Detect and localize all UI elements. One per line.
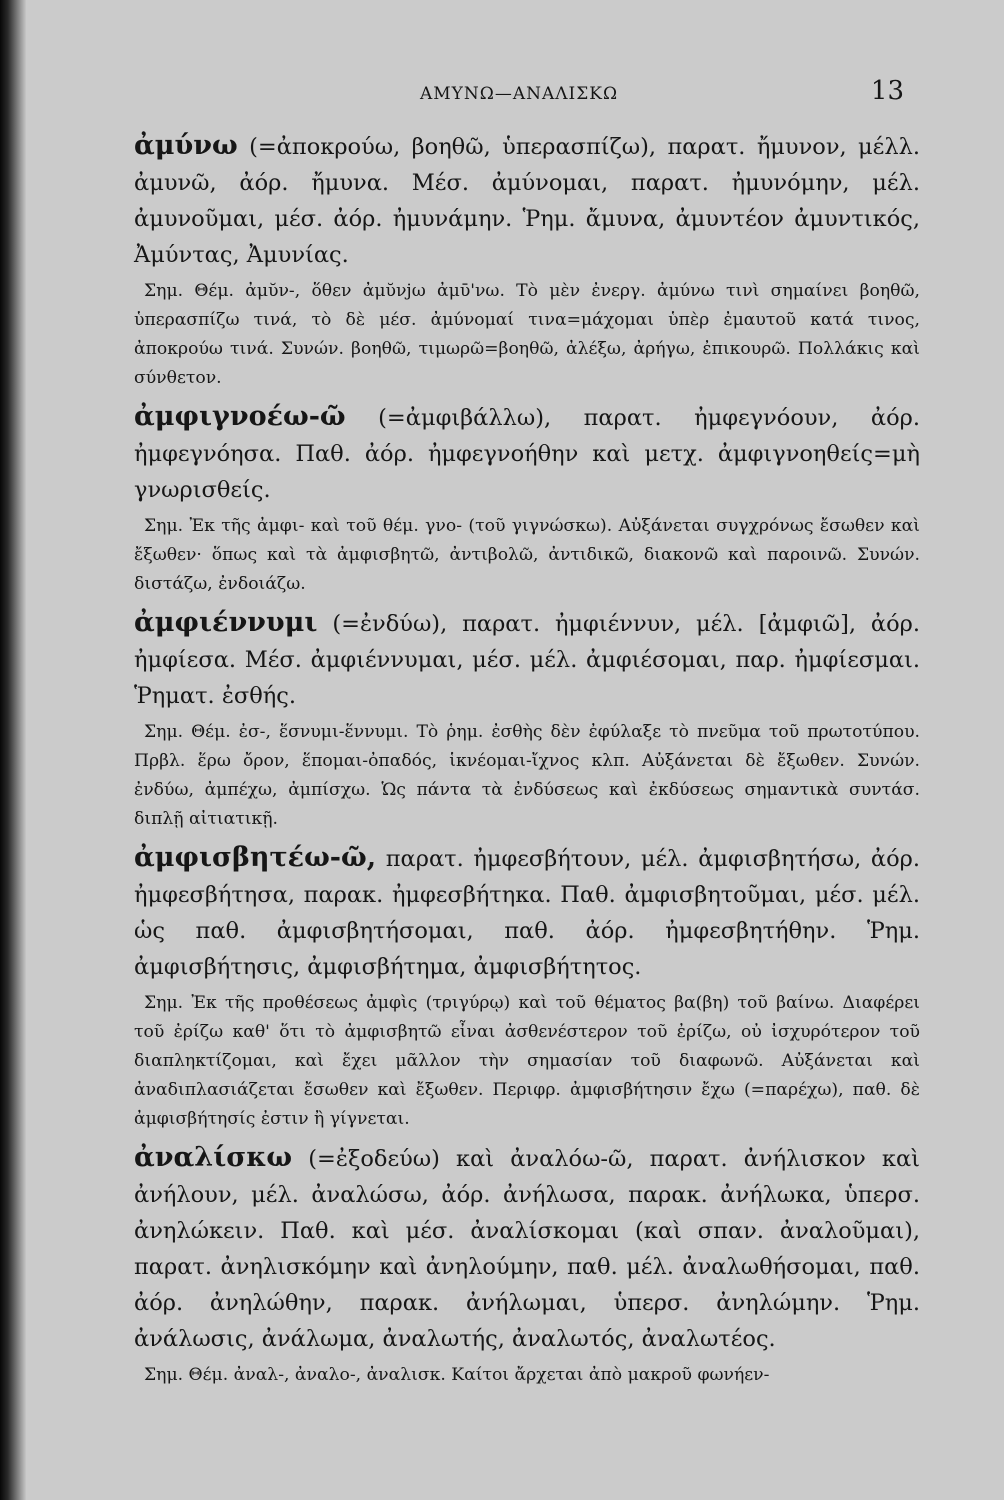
headword: ἀναλίσκω [134, 1142, 293, 1173]
entry-analisko [134, 1140, 920, 1357]
entry-amphiennymi [134, 605, 920, 714]
entry-amphignoeo [134, 399, 920, 508]
headword: ἀμφισβητέω-ῶ, [134, 842, 377, 873]
headword: ἀμφιέννυμι [134, 607, 318, 638]
dictionary-body [134, 128, 920, 1396]
entry-text: (=ἀποκρούω, βοηθῶ, ὑπερασπίζω), παρατ. ἤμυνον, μέλλ. ἀμυνῶ, ἀόρ. ἤμυνα. Μέσ. ἀμύνομαι, παρατ. ἠμυνόμην, μέλ. ἀμυνοῦμαι, μέσ. ἀόρ. ἠμυνάμην. Ῥημ. ἄμυνα, ἀμυντέον ἀμυντικός, Ἀμύντας, Ἀμυνίας. [134, 134, 920, 268]
entry-note: Σημ. Θέμ. ἀναλ-, ἀναλο-, ἀναλισκ. Καίτοι ἄρχεται ἀπὸ μακροῦ φωνήεν- [144, 1365, 770, 1385]
running-head: ΑΜΥΝΩ—ΑΝΑΛΙΣΚΩ [419, 84, 619, 104]
book-spine-shadow [0, 0, 26, 1500]
headword: ἀμφιγνοέω-ῶ [134, 401, 346, 432]
entry-text: παρατ. ἠμφεσβήτουν, μέλ. ἀμφισβητήσω, ἀόρ. ἠμφεσβήτησα, παρακ. ἠμφεσβήτηκα. Παθ. ἀμφισβητοῦμαι, μέσ. μέλ. ὡς παθ. ἀμφισβητήσομαι, παθ. ἀόρ. ἠμφεσβητήθην. Ῥημ. ἀμφισβήτησις, ἀμφισβήτημα, ἀμφισβήτητος. [134, 846, 920, 980]
entry-text: (=ἀμφιβάλλω), παρατ. ἠμφεγνόουν, ἀόρ. ἠμφεγνόησα. Παθ. ἀόρ. ἠμφεγνοήθην καὶ μετχ. ἀμφιγνοηθείς=μὴ γνωρισθείς. [134, 405, 920, 503]
page-number: 13 [870, 76, 904, 106]
entry-note: Σημ. Ἐκ τῆς προθέσεως ἀμφὶς (τριγύρῳ) καὶ τοῦ θέματος βα(βη) τοῦ βαίνω. Διαφέρει τοῦ ἐρίζω καθ' ὅτι τὸ ἀμφισβητῶ εἶναι ἀσθενέστερον τοῦ ἐρίζω, οὐ ἰσχυρότερον τοῦ διαπληκτίζομαι, καὶ ἔχει μᾶλλον τὴν σημασίαν τοῦ διαφωνῶ. Αὐξάνεται καὶ ἀναδιπλασιάζεται ἔσωθεν καὶ ἔξωθεν. Περιφρ. ἀμφισβήτησιν ἔχω (=παρέχω), παθ. δὲ ἀμφισβήτησίς ἐστιν ἢ γίγνεται. [134, 993, 920, 1129]
entry-note: Σημ. Θέμ. ἀμῠν-, ὅθεν ἀμῠνjω ἀμῡ'νω. Τὸ μὲν ἐνεργ. ἀμύνω τινὶ σημαίνει βοηθῶ, ὑπερασπίζω τινά, τὸ δὲ μέσ. ἀμύνομαί τινα=μάχομαι ὑπὲρ ἐμαυτοῦ κατά τινος, ἀποκρούω τινά. Συνών. βοηθῶ, τιμωρῶ=βοηθῶ, ἀλέξω, ἀρήγω, ἐπικουρῶ. Πολλάκις καὶ σύνθετον. [134, 281, 920, 388]
entry-note: Σημ. Ἐκ τῆς ἀμφι- καὶ τοῦ θέμ. γνο- (τοῦ γιγνώσκω). Αὐξάνεται συγχρόνως ἔσωθεν καὶ ἔξωθεν· ὅπως καὶ τὰ ἀμφισβητῶ, ἀντιβολῶ, ἀντιδικῶ, διακονῶ καὶ παροινῶ. Συνών. διστάζω, ἐνδοιάζω. [134, 516, 920, 594]
page-header [134, 76, 904, 110]
entry-note: Σημ. Θέμ. ἐσ-, ἕσνυμι-ἕννυμι. Τὸ ῥημ. ἐσθὴς δὲν ἐφύλαξε τὸ πνεῦμα τοῦ πρωτοτύπου. Πρβλ. ἕρω ὄρον, ἕπομαι-ὀπαδός, ἱκνέομαι-ἴχνος κλπ. Αὐξάνεται δὲ ἔξωθεν. Συνών. ἐνδύω, ἀμπέχω, ἀμπίσχω. Ὡς πάντα τὰ ἐνδύσεως καὶ ἐκδύσεως σημαντικὰ συντάσ. διπλῇ αἰτιατικῇ. [134, 722, 920, 829]
headword: ἀμύνω [134, 130, 238, 161]
entry-amyno [134, 128, 920, 273]
entry-amphisbeteo [134, 840, 920, 985]
entry-text: (=ἐνδύω), παρατ. ἠμφιέννυν, μέλ. [ἀμφιῶ], ἀόρ. ἠμφίεσα. Μέσ. ἀμφιέννυμαι, μέσ. μέλ. ἀμφιέσομαι, παρ. ἠμφίεσμαι. Ῥηματ. ἐσθής. [134, 611, 920, 709]
entry-text: (=ἐξοδεύω) καὶ ἀναλόω-ῶ, παρατ. ἀνήλισκον καὶ ἀνήλουν, μέλ. ἀναλώσω, ἀόρ. ἀνήλωσα, παρακ. ἀνήλωκα, ὑπερσ. ἀνηλώκειν. Παθ. καὶ μέσ. ἀναλίσκομαι (καὶ σπαν. ἀναλοῦμαι), παρατ. ἀνηλισκόμην καὶ ἀνηλούμην, παθ. μέλ. ἀναλωθήσομαι, παθ. ἀόρ. ἀνηλώθην, παρακ. ἀνήλωμαι, ὑπερσ. ἀνηλώμην. Ῥημ. ἀνάλωσις, ἀνάλωμα, ἀναλωτής, ἀναλωτός, ἀναλωτέος. [134, 1146, 920, 1352]
